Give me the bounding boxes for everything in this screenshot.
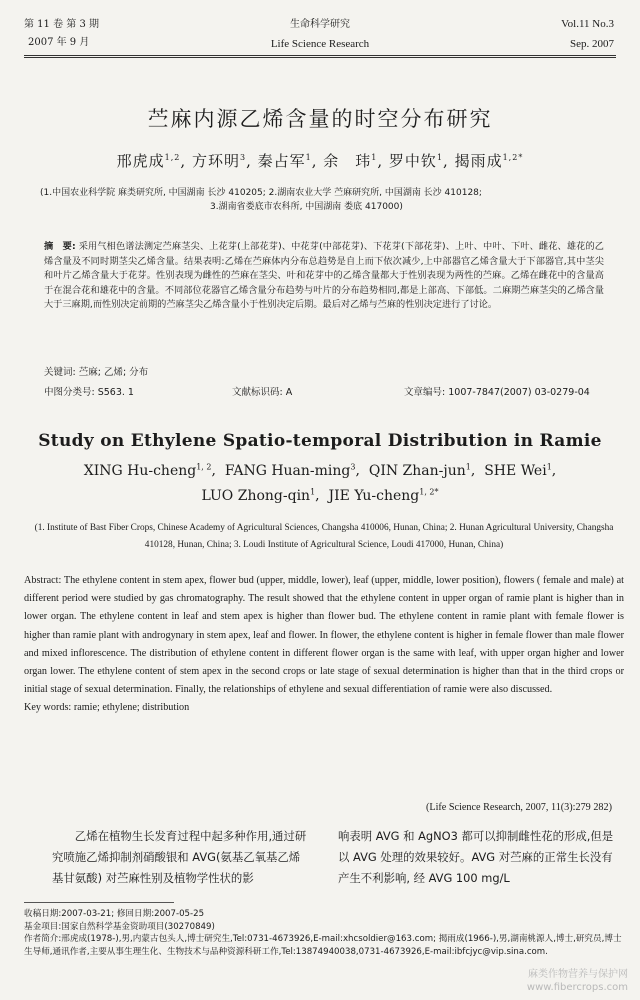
clc-label: 中图分类号: <box>44 387 95 398</box>
affiliation-en: (1. Institute of Bast Fiber Crops, Chinese Academy of Agricultural Sciences, Changsha 410006, Hunan, China; 2. Hunan Agricultural University, Changsha 410128, Hunan, China; 3. Loudi Institute of Agricultural Science, Loudi 417000, Hunan, China) <box>34 523 614 550</box>
keywords-cn-label: 关键词: <box>44 367 76 378</box>
author-en: FANG Huan-ming$^3$ <box>224 462 356 479</box>
keywords-cn <box>44 364 148 378</box>
header-rule-thin <box>24 57 616 58</box>
article-number-value: 1007-7847(2007) 03-0279-04 <box>448 387 590 398</box>
abstract-en <box>24 572 624 718</box>
footnote-received: 收稿日期:2007-03-21; 修回日期:2007-05-25 <box>24 909 205 919</box>
watermark-line: www.fibercrops.com <box>526 982 628 993</box>
authors-en-line-2: LUO Zhong-qin$^1$, JIE Yu-cheng$^{1, 2*}$ <box>201 487 439 504</box>
affiliation-cn-line: 3.湖南省娄底市农科所, 中国湖南 娄底 417000) <box>210 202 403 212</box>
footnote <box>24 908 624 958</box>
document-code-label: 文献标识码: <box>232 387 283 398</box>
document-code <box>232 384 292 398</box>
author-en: QIN Zhan-jun$^1$ <box>368 462 471 479</box>
authors-en-line-1: XING Hu-cheng$^{1, 2}$, FANG Huan-ming$^3$, QIN Zhan-jun$^1$, SHE Wei$^1$, <box>83 462 557 479</box>
author-en: LUO Zhong-qin$^1$ <box>201 487 316 504</box>
body-right-column: 响表明 AVG 和 AgNO3 都可以抑制雌性花的形成,但是以 AVG 处理的效果较好。AVG 对苎麻的正常生长没有产生不利影响, 经 AVG 100 mg/L <box>338 829 614 885</box>
author-cn: 秦占军$^1$ <box>257 152 312 170</box>
body-left-column: 乙烯在植物生长发育过程中起多种作用,通过研究喷施乙烯抑制剂硝酸银和 AVG(氨基乙氧基乙烯基甘氨酸) 对苎麻性别及植物学性状的影 <box>52 829 307 885</box>
clc-number <box>44 384 134 398</box>
site-watermark <box>527 968 628 994</box>
paper-title-cn: 苎麻内源乙烯含量的时空分布研究 <box>147 107 493 131</box>
keywords-cn-text: 苎麻; 乙烯; 分布 <box>78 367 149 378</box>
paper-title-en: Study on Ethylene Spatio-temporal Distribution in Ramie <box>38 431 602 451</box>
author-cn: 揭雨成$^{1,2*}$ <box>454 152 524 170</box>
abstract-en-label: Abstract: <box>24 575 62 586</box>
footnote-funding: 基金项目:国家自然科学基金资助项目(30270849) <box>24 921 215 932</box>
journal-name-en: Life Science Research <box>270 38 370 50</box>
author-en: JIE Yu-cheng$^{1, 2*}$ <box>328 487 439 504</box>
keywords-en <box>24 699 624 717</box>
affiliation-cn <box>40 186 610 214</box>
keywords-en-label: Key words: <box>24 702 72 714</box>
authors-cn: 邢虎成$^{1,2}$, 方环明$^3$, 秦占军$^1$, 余 玮$^1$, 罗中钦$^1$, 揭雨成$^{1,2*}$ <box>116 152 524 170</box>
author-en: XING Hu-cheng$^{1, 2}$ <box>83 462 212 479</box>
footnote-author-info: 作者简介:邢虎成(1978-),男,内蒙古包头人,博士研究生,Tel:0731-4673926,E-mail:xhcsoldier@163.com; 揭雨成(1966-),男,湖南桃源人,博士,研究员,博士生导师,通讯作者,主要从事生理生化、生物技术与品种资源科研工作,Tel:13874940038,0731-4673926,E-mail:ibfcjyc@vip.sina.com. <box>24 934 622 957</box>
article-number <box>404 384 590 398</box>
volume-issue-cn: 第 11 卷 第 3 期 <box>24 19 99 30</box>
author-cn: 邢虎成$^{1,2}$ <box>116 152 181 170</box>
author-en: SHE Wei$^1$ <box>484 462 552 479</box>
document-code-value: A <box>285 387 293 398</box>
citation: (Life Science Research, 2007, 11(3):279 282) <box>425 802 612 813</box>
author-cn: 余 玮$^1$ <box>323 152 378 170</box>
author-cn: 罗中钦$^1$ <box>388 152 444 170</box>
date-en: Sep. 2007 <box>570 38 614 50</box>
journal-name-cn: 生命科学研究 <box>290 19 350 30</box>
abstract-en-text: The ethylene content in stem apex, flower bud (upper, middle, lower), leaf (upper, middle, lower position), flowers ( female and male) at different period were studied by gas chromatography. The result showed that the ethylene content in upper organ of ramie plant is higher than in lower organ. The ethylene content in leaf and stem apex is higher than flower bud. The ethylene content in ramie plant with female flower is higher than ramie plant with androgynary in stem apex, leaf and flower. In flower, the ethylene content is higher in female flower than male flower and mixed inflorescence. The distribution of ethylene content in different flower organ is the same with leaf, with upper organ higher and lower organ lower. The ethylene content of stem apex in the second crops or late stage of sexual determination is higher than that in the third crops or initial stage of sexual determination. Finally, the relationships of ethylene and sexual differentiation of ramie were also discussed. <box>24 575 624 696</box>
volume-issue-en: Vol.11 No.3 <box>561 18 614 30</box>
keywords-en-text: ramie; ethylene; distribution <box>73 702 190 714</box>
footnote-rule <box>24 902 174 903</box>
date-cn: 2007 年 9 月 <box>28 37 90 48</box>
header-rule <box>24 55 616 56</box>
article-number-label: 文章编号: <box>404 387 446 398</box>
watermark-line: 麻类作物营养与保护网 <box>528 969 628 980</box>
affiliation-cn-line: (1.中国农业科学院 麻类研究所, 中国湖南 长沙 410205; 2.湖南农业大学 苎麻研究所, 中国湖南 长沙 410128; <box>40 188 482 198</box>
abstract-cn-text: 采用气相色谱法测定苎麻茎尖、上花芽(上部花芽)、中花芽(中部花芽)、下花芽(下部花芽)、上叶、中叶、下叶、雌花、雄花的乙烯含量及不同时期茎尖乙烯含量。结果表明:乙烯在苎麻体内分布总趋势是自上而下依次减少,上中部器官乙烯含量大于下部器官,其中茎尖和叶片乙烯含量大于花芽。性别表现为雌性的苎麻在茎尖、叶和花芽中的乙烯含量都大于性别表现为两性的苎麻。乙烯在雌花中的含量高于在混合花和雄花中的含量。不同部位花器官乙烯含量分布趋势与叶片的分布趋势相同,都是上部高、下部低。二麻期苎麻茎尖的乙烯含量大于三麻期,而性别决定前期的苎麻茎尖乙烯含量小于性别决定后期。最后对乙烯与苎麻的性别决定进行了讨论。 <box>44 241 604 311</box>
abstract-cn-label: 摘 要: <box>44 241 76 252</box>
abstract-cn <box>44 240 604 313</box>
clc-value: S563. 1 <box>97 387 134 398</box>
author-cn: 方环明$^3$ <box>191 152 247 170</box>
